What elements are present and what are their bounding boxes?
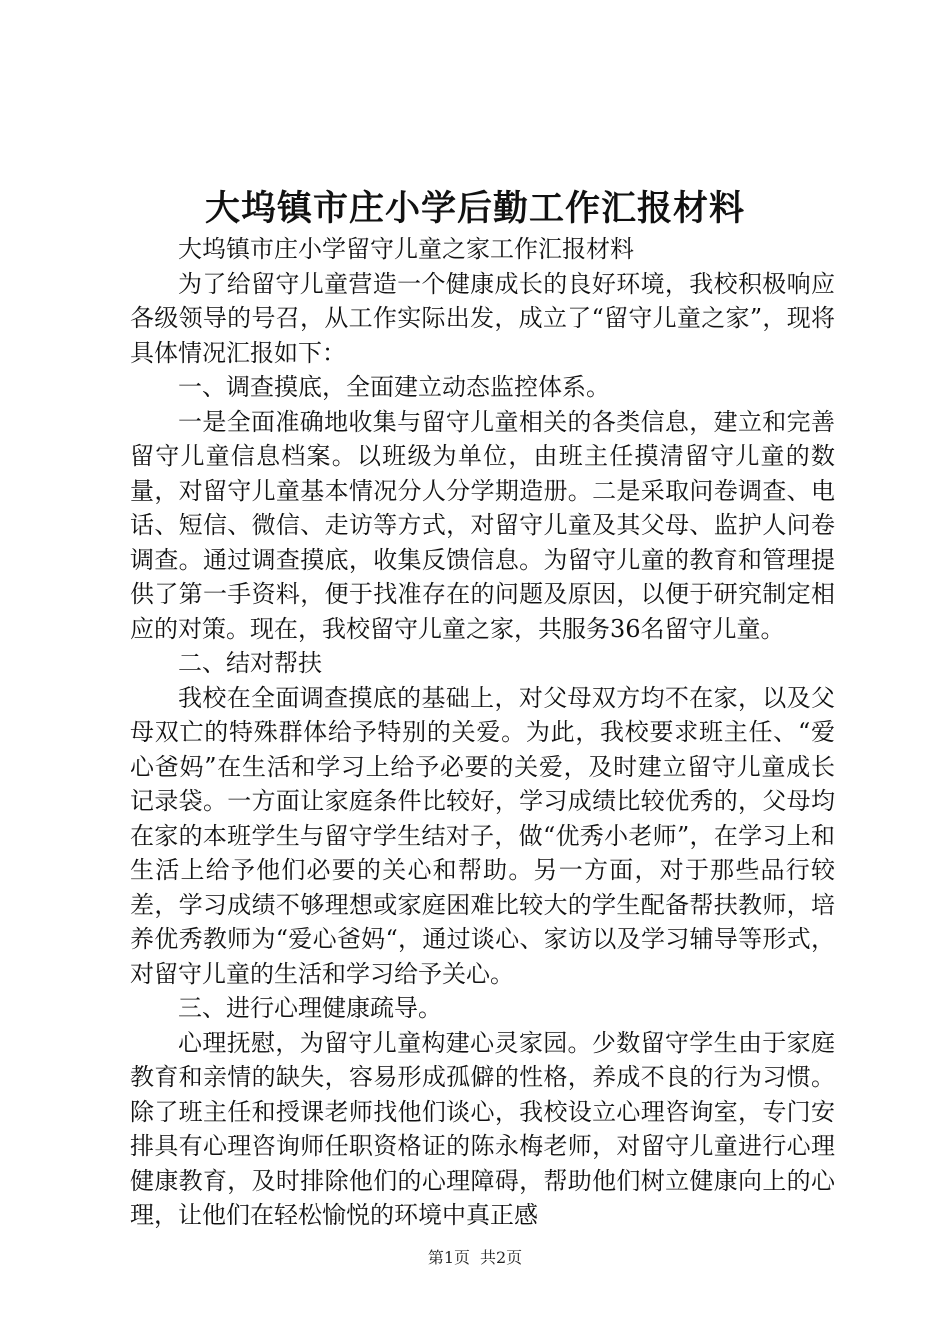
paragraph-section-1: 一是全面准确地收集与留守儿童相关的各类信息，建立和完善留守儿童信息档案。以班级为单位，由班主任摸清留守儿童的数量，对留守儿童基本情况分人分学期造册。二是采取问卷调查、电话、短信、微信、走访等方式，对留守儿童及其父母、监护人问卷调查。通过调查摸底，收集反馈信息。为留守儿童的教育和管理提供了第一手资料，便于找准存在的问题及原因，以便于研究制定相应的对策。现在，我校留守儿童之家，共服务36名留守儿童。 xyxy=(130,407,835,643)
page-footer xyxy=(0,1248,950,1268)
paragraph-subtitle: 大坞镇市庄小学留守儿童之家工作汇报材料 xyxy=(178,235,634,263)
document-body xyxy=(130,232,835,1233)
paragraph-section-3: 心理抚慰，为留守儿童构建心灵家园。少数留守学生由于家庭教育和亲情的缺失，容易形成孤僻的性格，养成不良的行为习惯。除了班主任和授课老师找他们谈心，我校设立心理咨询室，专门安排具有心理咨询师任职资格证的陈永梅老师，对留守儿童进行心理健康教育，及时排除他们的心理障碍，帮助他们树立健康向上的心理，让他们在轻松愉悦的环境中真正感 xyxy=(130,1028,835,1229)
page-number: 第1页 xyxy=(427,1248,470,1267)
section-heading-1: 一、调查摸底，全面建立动态监控体系。 xyxy=(178,373,610,401)
page-total: 共2页 xyxy=(480,1248,523,1267)
paragraph-intro: 为了给留守儿童营造一个健康成长的良好环境，我校积极响应各级领导的号召，从工作实际出发，成立了“留守儿童之家”，现将具体情况汇报如下： xyxy=(130,269,835,367)
section-heading-3: 三、进行心理健康疏导。 xyxy=(178,994,442,1022)
document-title: 大坞镇市庄小学后勤工作汇报材料 xyxy=(204,188,745,229)
paragraph-section-2: 我校在全面调查摸底的基础上，对父母双方均不在家，以及父母双亡的特殊群体给予特别的关爱。为此，我校要求班主任、“爱心爸妈”在生活和学习上给予必要的关爱，及时建立留守儿童成长记录袋。一方面让家庭条件比较好，学习成绩比较优秀的，父母均在家的本班学生与留守学生结对子，做“优秀小老师”，在学习上和生活上给予他们必要的关心和帮助。另一方面，对于那些品行较差，学习成绩不够理想或家庭困难比较大的学生配备帮扶教师，培养优秀教师为“爱心爸妈“，通过谈心、家访以及学习辅导等形式，对留守儿童的生活和学习给予关心。 xyxy=(130,683,835,988)
section-heading-2: 二、结对帮扶 xyxy=(178,649,322,677)
